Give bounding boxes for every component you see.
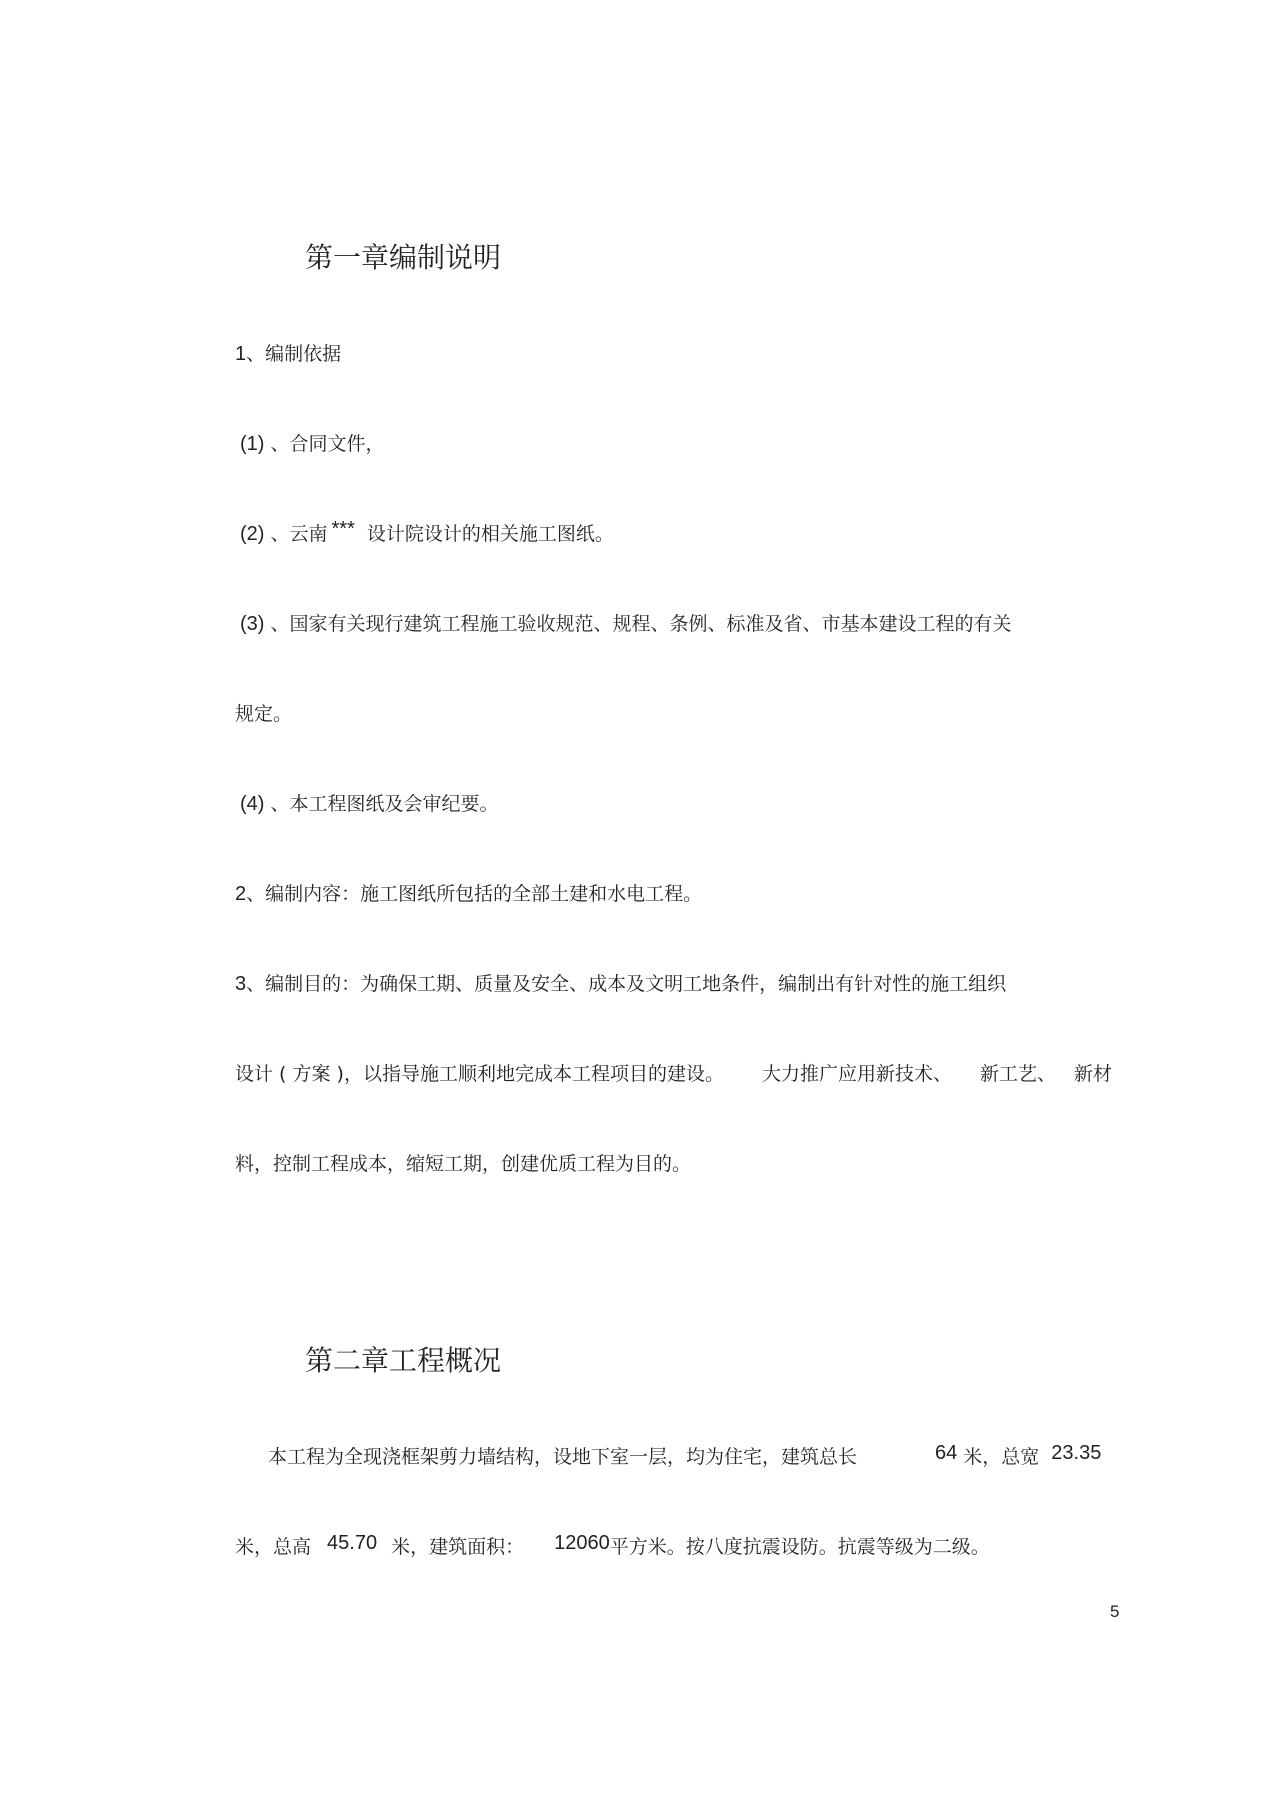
chapter2-title: 第二章工程概况 (305, 1344, 502, 1377)
sub-item-4-number: (4) (240, 793, 265, 815)
item1-number: 1 (235, 343, 247, 365)
sub-item-2-number: (2) (240, 523, 265, 545)
sub-item-1-number: (1) (240, 433, 265, 455)
overview-text-b: 米，总宽 (963, 1446, 1040, 1468)
building-area: 12060 (554, 1532, 610, 1554)
sub-item-3-text: 、国家有关现行建筑工程施工验收规范、规程、条例、标准及省、市基本建设工程的有关 (270, 613, 1012, 635)
overview-text-a: 本工程为全现浇框架剪力墙结构，设地下室一层，均为住宅，建筑总长 (268, 1446, 858, 1468)
item3-text: 、编制目的：为确保工期、质量及安全、成本及文明工地条件，编制出有针对性的施工组织 (246, 973, 1007, 995)
sub-item-3-number: (3) (240, 613, 265, 635)
sub-item-1-text: 、合同文件， (270, 433, 385, 455)
overview-text-d: 米，建筑面积： (391, 1536, 525, 1558)
item1-text: 、编制依据 (246, 343, 342, 365)
building-length: 64 (935, 1442, 958, 1464)
item1 (235, 342, 341, 366)
item3-cont-d: 新材 (1073, 1063, 1112, 1085)
item3-cont-a: 设计 ( 方案 )，以指导施工顺利地完成本工程项目的建设。 (235, 1063, 724, 1085)
building-width: 23.35 (1051, 1442, 1102, 1464)
page-number: 5 (1110, 1602, 1120, 1621)
item3 (235, 972, 1006, 996)
sub-item-3-continuation: 规定。 (235, 703, 293, 725)
building-height: 45.70 (327, 1532, 378, 1554)
item3-continuation-2: 料，控制工程成本，缩短工期，创建优质工程为目的。 (235, 1153, 692, 1175)
overview-text-e: 平方米。按八度抗震设防。抗震等级为二级。 (609, 1536, 990, 1558)
sub-item-2-stars: *** (331, 518, 355, 540)
overview-line-2 (235, 1532, 990, 1559)
chapter1-title: 第一章编制说明 (305, 241, 502, 274)
item2-text: 、编制内容：施工图纸所包括的全部土建和水电工程。 (246, 883, 703, 905)
sub-item-2-text-b: 设计院设计的相关施工图纸。 (366, 523, 614, 545)
sub-item-3 (240, 612, 1012, 636)
item3-cont-b: 大力推广应用新技术、 (761, 1063, 952, 1085)
overview-line-1 (268, 1442, 1102, 1469)
item3-continuation-1 (235, 1062, 1112, 1086)
overview-text-c: 米，总高 (235, 1536, 312, 1558)
item2 (235, 882, 702, 906)
item3-cont-c: 新工艺、 (979, 1063, 1056, 1085)
sub-item-1 (240, 432, 385, 456)
item3-number: 3 (235, 973, 247, 995)
item2-number: 2 (235, 883, 247, 905)
sub-item-2 (240, 518, 614, 546)
sub-item-4-text: 、本工程图纸及会审纪要。 (270, 793, 499, 815)
sub-item-2-text-a: 、云南 (270, 523, 328, 545)
sub-item-4 (240, 792, 499, 816)
